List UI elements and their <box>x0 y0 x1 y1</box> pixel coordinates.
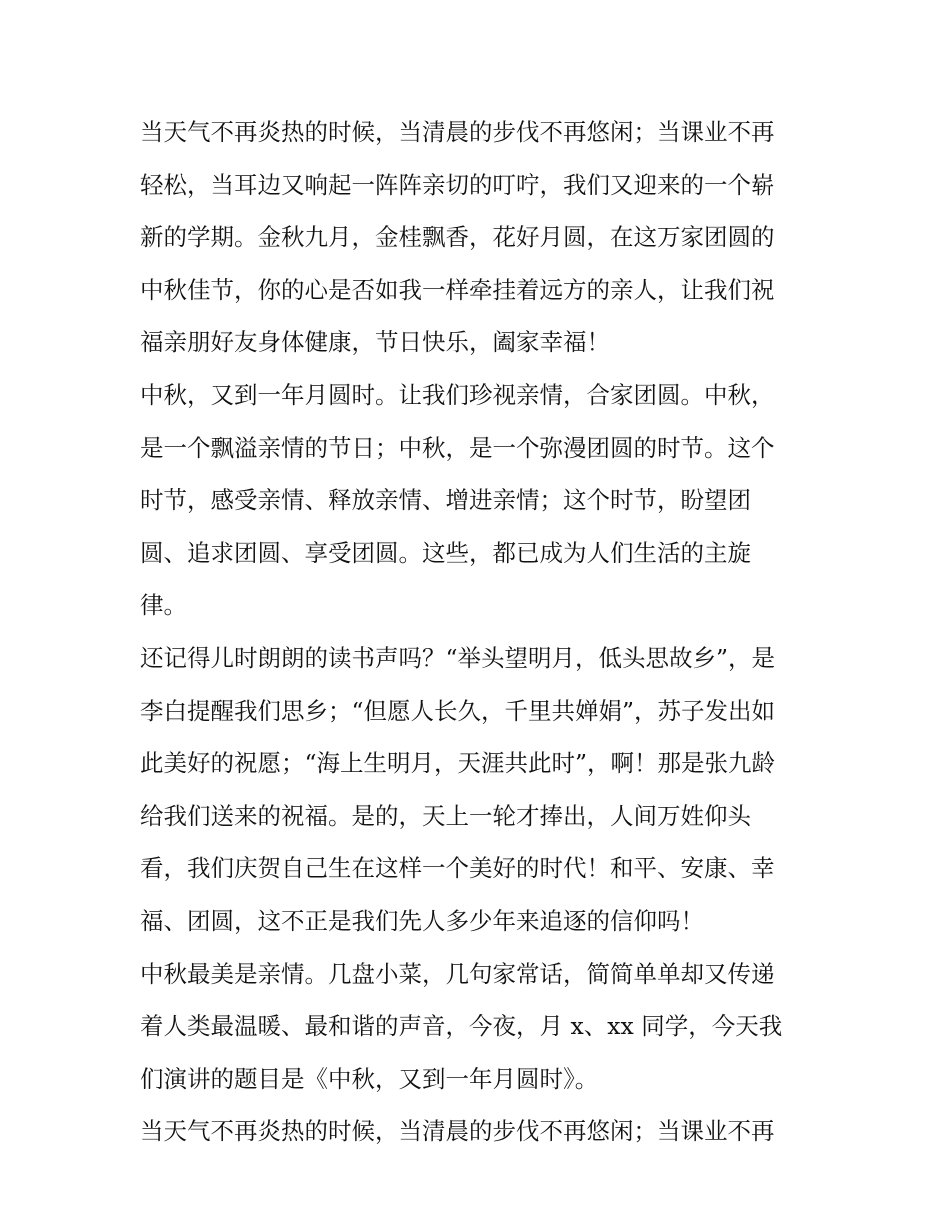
text-line: 给我们送来的祝福。是的，天上一轮才捧出，人间万姓仰头 <box>140 801 751 830</box>
document-body <box>140 106 812 1158</box>
text-line: 是一个飘溢亲情的节日；中秋，是一个弥漫团圆的时节。这个 <box>140 433 775 462</box>
text-line: 中秋，又到一年月圆时。让我们珍视亲情，合家团圆。中秋， <box>140 380 775 409</box>
text-line: 着人类最温暖、最和谐的声音，今夜，月 x、xx 同学，今天我 <box>140 1012 783 1041</box>
paragraph-2 <box>140 369 812 632</box>
text-line: 当天气不再炎热的时候，当清晨的步伐不再悠闲；当课业不再 <box>140 118 775 146</box>
text-line: 福亲朋好友身体健康，节日快乐，阖家幸福！ <box>140 328 610 357</box>
text-line: 此美好的祝愿；“海上生明月，天涯共此时”，啊！那是张九龄 <box>140 749 776 778</box>
text-line: 们演讲的题目是《中秋，又到一年月圆时》。 <box>140 1064 599 1093</box>
text-line: 中秋佳节，你的心是否如我一样牵挂着远方的亲人，让我们祝 <box>140 275 775 304</box>
text-line: 李白提醒我们思乡；“但愿人长久，千里共婵娟”，苏子发出如 <box>140 696 776 725</box>
text-line: 当天气不再炎热的时候，当清晨的步伐不再悠闲；当课业不再 <box>140 1117 775 1146</box>
text-line: 看，我们庆贺自己生在这样一个美好的时代！和平、安康、幸 <box>140 854 775 883</box>
text-line: 新的学期。金秋九月，金桂飘香，花好月圆，在这万家团圆的 <box>140 223 775 252</box>
text-line: 时节，感受亲情、释放亲情、增进亲情；这个时节，盼望团 <box>140 486 751 515</box>
paragraph-3 <box>140 632 812 948</box>
text-line: 还记得儿时朗朗的读书声吗？“举头望明月，低头思故乡”，是 <box>140 643 776 672</box>
paragraph-1 <box>140 106 812 369</box>
text-line: 福、团圆，这不正是我们先人多少年来追逐的信仰吗！ <box>140 906 704 935</box>
text-line: 律。 <box>140 591 187 620</box>
paragraph-4 <box>140 948 812 1106</box>
text-line: 中秋最美是亲情。几盘小菜，几句家常话，简简单单却又传递 <box>140 959 775 988</box>
paragraph-5 <box>140 1105 812 1158</box>
text-line: 轻松，当耳边又响起一阵阵亲切的叮咛，我们又迎来的一个崭 <box>140 170 775 199</box>
text-line: 圆、追求团圆、享受团圆。这些，都已成为人们生活的主旋 <box>140 538 751 567</box>
